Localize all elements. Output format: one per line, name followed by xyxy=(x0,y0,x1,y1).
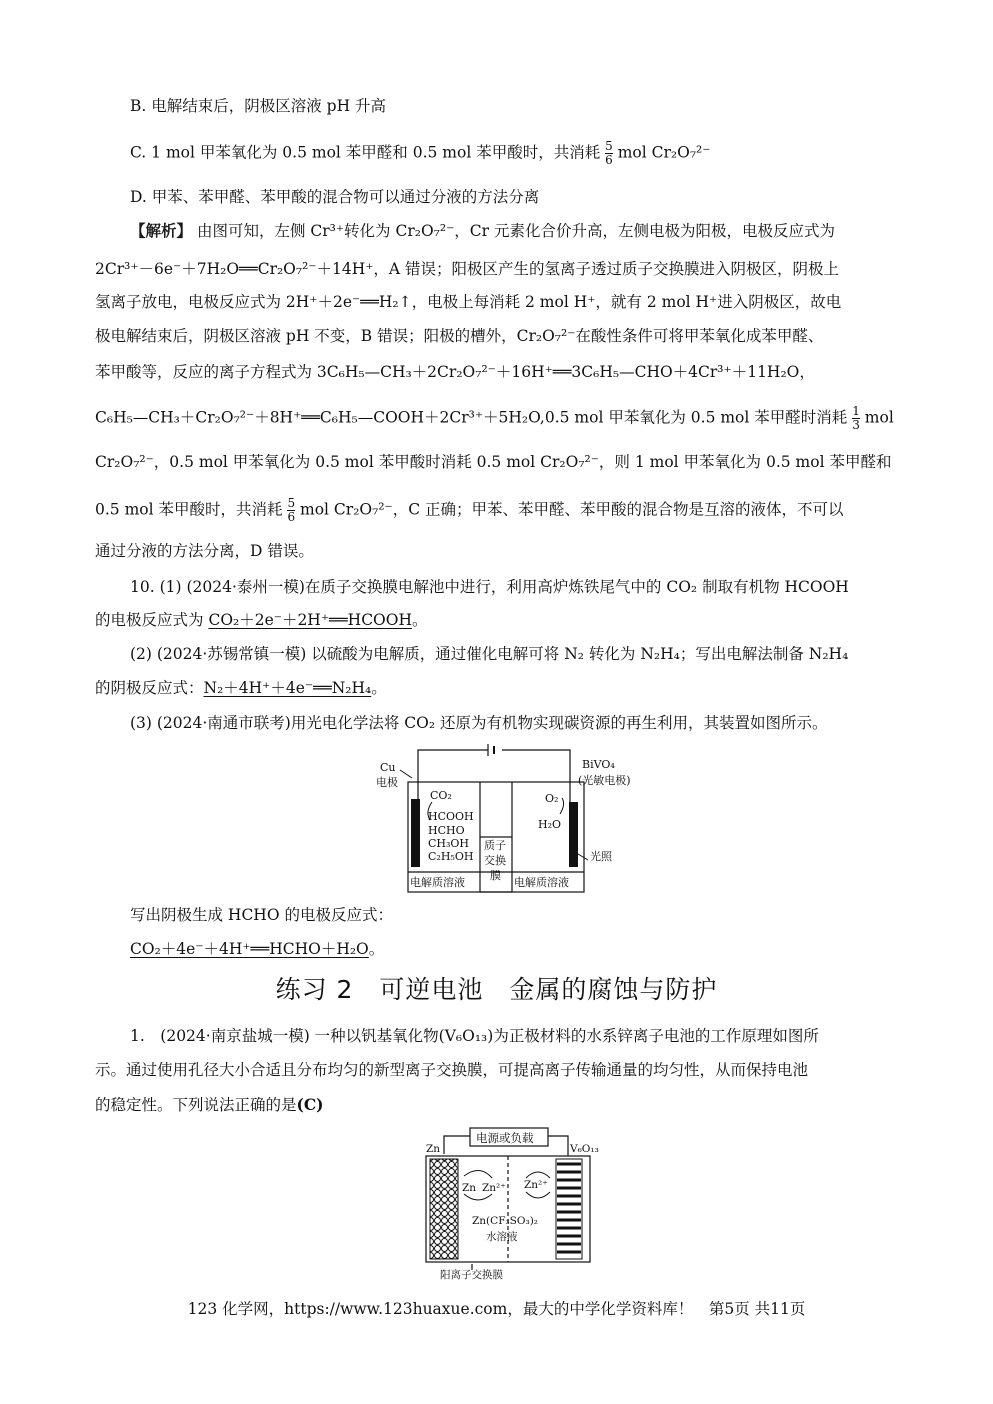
q10-line-7: CO₂＋4e⁻＋4H⁺══HCHO＋H₂O。 xyxy=(130,940,385,958)
answer: (C) xyxy=(296,1095,324,1114)
analysis-line-1: 【解析】 由图可知，左侧 Cr³⁺转化为 Cr₂O₇²⁻，Cr 元素化合价升高，左侧电极为阳极，电极反应式为 xyxy=(130,221,835,240)
q10-line-3: (2) (2024·苏锡常镇一模) 以硫酸为电解质，通过催化电解可将 N₂ 转化为 N₂H₄；写出电解法制备 N₂H₄ xyxy=(130,645,849,663)
zn-label: Zn xyxy=(426,1143,441,1155)
q10-line-6: 写出阴极生成 HCHO 的电极反应式： xyxy=(130,906,393,924)
answer: CO₂＋2e⁻＋2H⁺══HCOOH xyxy=(208,611,412,629)
analysis-line-9: 通过分液的方法分离，D 错误。 xyxy=(95,542,314,560)
power-box-label: 电源或负载 xyxy=(476,1131,534,1145)
section-title: 练习 2 可逆电池 金属的腐蚀与防护 xyxy=(275,975,718,1004)
analysis-line-3: 氢离子放电，电极反应式为 2H⁺＋2e⁻══H₂↑，电极上每消耗 2 mol H⁺，就有 2 mol H⁺进入阴极区，故电 xyxy=(95,293,842,311)
q10-line-2: 的电极反应式为 CO₂＋2e⁻＋2H⁺══HCOOH。 xyxy=(95,611,428,629)
electrolyte-label: Zn(CF₃SO₃)₂ xyxy=(472,1215,538,1227)
fraction: $\frac{1}{3}$ xyxy=(852,404,860,432)
analysis-line-2: 2Cr³⁺－6e⁻＋7H₂O══Cr₂O₇²⁻＋14H⁺，A 错误；阳极区产生的氢离子透过质子交换膜进入阴极区，阴极上 xyxy=(95,260,840,278)
cu-label: Cu xyxy=(380,761,396,774)
q1-line-2: 示。通过使用孔径大小合适且分布均匀的新型离子交换膜，可提高离子传输通量的均匀性，从而保持电池 xyxy=(95,1061,809,1079)
analysis-line-7: Cr₂O₇²⁻，0.5 mol 甲苯氧化为 0.5 mol 苯甲酸时消耗 0.5 mol Cr₂O₇²⁻，则 1 mol 甲苯氧化为 0.5 mol 苯甲醛和 xyxy=(95,453,892,471)
option-b: B. 电解结束后，阴极区溶液 pH 升高 xyxy=(130,97,387,115)
analysis-line-4: 极电解结束后，阴极区溶液 pH 不变，B 错误；阳极的槽外，Cr₂O₇²⁻在酸性条件可将甲苯氧化成苯甲醛、 xyxy=(95,327,824,345)
zn-anode xyxy=(430,1159,458,1259)
product-label: HCOOH xyxy=(428,810,474,823)
option-c: C. 1 mol 甲苯氧化为 0.5 mol 苯甲醛和 0.5 mol 苯甲酸时，共消耗 $\frac{5}{6}$ mol Cr₂O₇²⁻ xyxy=(130,139,711,167)
analysis-tag: 【解析】 xyxy=(130,221,193,240)
q1-line-1: 1. (2024·南京盐城一模) 一种以钒基氧化物(V₆O₁₃)为正极材料的水系锌离子电池的工作原理如图所 xyxy=(130,1027,819,1045)
zn-species: Zn xyxy=(462,1182,477,1194)
option-d: D. 甲苯、苯甲醛、苯甲酸的混合物可以通过分液的方法分离 xyxy=(130,188,540,206)
membrane-label: 交换 xyxy=(484,854,506,867)
solution-label: 电解质溶液 xyxy=(514,876,569,889)
v6o13-cathode xyxy=(556,1159,582,1259)
co2-label: CO₂ xyxy=(430,789,452,802)
fraction: $\frac{5}{6}$ xyxy=(287,496,296,524)
page-footer: 123 化学网，https://www.123huaxue.com，最大的中学化学资料库！ 第5页 共11页 xyxy=(187,1300,806,1318)
v6o13-label: V₆O₁₃ xyxy=(570,1143,599,1155)
answer: CO₂＋4e⁻＋4H⁺══HCHO＋H₂O xyxy=(130,940,369,958)
o2-label: O₂ xyxy=(545,792,559,805)
q10-line-4: 的阴极反应式：N₂＋4H⁺＋4e⁻══N₂H₄。 xyxy=(95,679,387,697)
zn2-species: Zn²⁺ xyxy=(524,1179,548,1191)
fraction: $\frac{5}{6}$ xyxy=(605,139,613,167)
electrolyte-label-2: 水溶液 xyxy=(486,1231,518,1243)
bivo4-electrode xyxy=(569,802,578,867)
light-label: 光照 xyxy=(590,850,612,863)
membrane-label: 阳离子交换膜 xyxy=(440,1269,503,1281)
answer: N₂＋4H⁺＋4e⁻══N₂H₄ xyxy=(203,679,372,697)
cu-electrode xyxy=(411,799,420,867)
q1-line-3: 的稳定性。下列说法正确的是(C) xyxy=(95,1095,324,1114)
solution-label: 电解质溶液 xyxy=(410,876,465,889)
q10-line-5: (3) (2024·南通市联考)用光电化学法将 CO₂ 还原为有机物实现碳资源的再生利用，其装置如图所示。 xyxy=(130,714,828,732)
zn2-species: Zn²⁺ xyxy=(482,1182,506,1194)
bivo4-label: BiVO₄ xyxy=(582,758,615,771)
h2o-label: H₂O xyxy=(538,818,562,831)
product-label: CH₃OH xyxy=(428,837,470,850)
membrane-label: 膜 xyxy=(490,869,501,882)
analysis-line-5: 苯甲酸等，反应的离子方程式为 3C₆H₅—CH₃＋2Cr₂O₇²⁻＋16H⁺══3C₆H₅—CHO＋4Cr³⁺＋11H₂O， xyxy=(95,363,815,381)
product-label: C₂H₅OH xyxy=(428,850,474,863)
analysis-line-6: C₆H₅—CH₃＋Cr₂O₇²⁻＋8H⁺══C₆H₅—COOH＋2Cr³⁺＋5H₂O,0.5 mol 甲苯氧化为 0.5 mol 苯甲醛时消耗 $\frac{1}{3}$ mol xyxy=(95,404,894,432)
bivo4-label-2: (光敏电极) xyxy=(578,774,631,787)
membrane-label: 质子 xyxy=(484,839,506,852)
q10-line-1: 10. (1) (2024·泰州一模)在质子交换膜电解池中进行，利用高炉炼铁尾气中的 CO₂ 制取有机物 HCOOH xyxy=(130,578,849,596)
analysis-line-8: 0.5 mol 苯甲酸时，共消耗 $\frac{5}{6}$ mol Cr₂O₇²⁻，C 正确；甲苯、苯甲醛、苯甲酸的混合物是互溶的液体，不可以 xyxy=(95,496,844,524)
cu-label-2: 电极 xyxy=(376,776,398,789)
electrolysis-cell-diagram xyxy=(370,742,660,897)
zinc-battery-diagram xyxy=(420,1126,600,1284)
product-label: HCHO xyxy=(428,824,465,837)
